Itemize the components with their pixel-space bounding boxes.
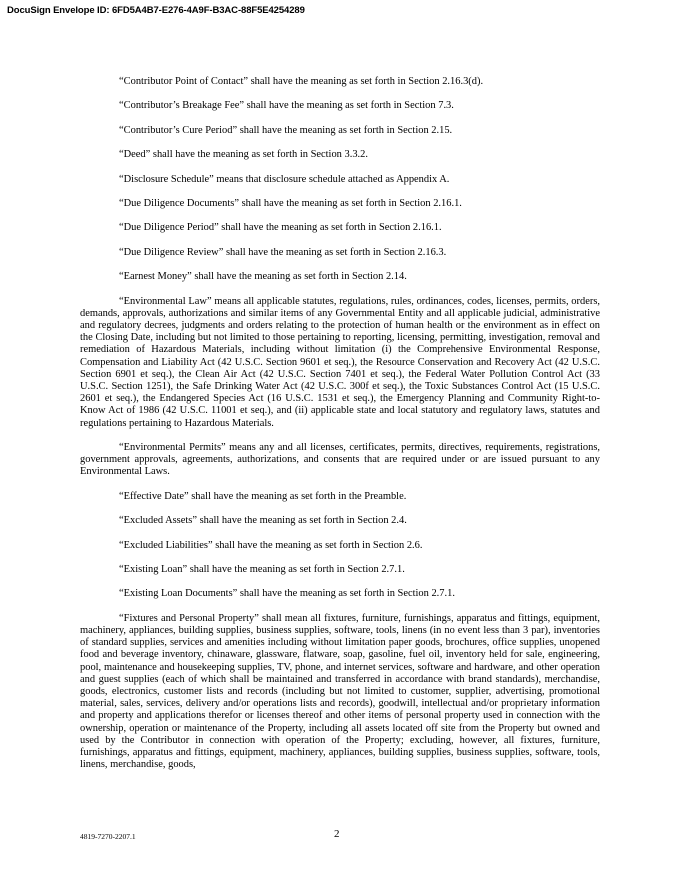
definition-due-diligence-period: “Due Diligence Period” shall have the meaning as set forth in Section 2.16.1. xyxy=(119,222,442,234)
document-body xyxy=(80,76,600,771)
definition-earnest-money: “Earnest Money” shall have the meaning as set forth in Section 2.14. xyxy=(119,271,407,283)
definition-effective-date: “Effective Date” shall have the meaning as set forth in the Preamble. xyxy=(119,490,407,502)
definition-contributors-cure-period: “Contributor’s Cure Period” shall have the meaning as set forth in Section 2.15. xyxy=(119,124,453,136)
definition-excluded-liabilities: “Excluded Liabilities” shall have the meaning as set forth in Section 2.6. xyxy=(119,539,423,551)
definition-environmental-law: “Environmental Law” means all applicable statutes, regulations, rules, ordinances, codes, licenses, permits, orders, demands, approvals, authorizations and similar items of any Governmental Entity and all applicable judicial, administrative and regulatory decrees, judgments and orders relating to the protection of human health or the environment as in effect on the Closing Date, including but not limited to those pertaining to reporting, licensing, permitting, investigation, removal and remediation of Hazardous Materials, including without limitation (i) the Comprehensive Environmental Response, Compensation and Liability Act (42 U.S.C. Section 9601 et seq.), the Resource Conservation and Recovery Act (42 U.S.C. Section 6901 et seq.), the Clean Air Act (42 U.S.C. Section 7401 et seq.), the Federal Water Pollution Control Act (33 U.S.C. Section 1251), the Safe Drinking Water Act (42 U.S.C. 300f et seq.), the Toxic Substances Control Act (15 U.S.C. 2601 et seq.), the Endangered Species Act (16 U.S.C. 1531 et seq.), the Emergency Planning and Community Right-to-Know Act of 1986 (42 U.S.C. 11001 et seq.), and (ii) applicable state and local statutory and regulatory laws, statutes and regulations pertaining to Hazardous Materials. xyxy=(80,295,600,429)
definition-environmental-permits: “Environmental Permits” means any and all licenses, certificates, permits, directives, requirements, registrations, government approvals, agreements, authorizations, and consents that are required under or are issued pursuant to any Environmental Laws. xyxy=(80,441,600,478)
definition-existing-loan-documents: “Existing Loan Documents” shall have the meaning as set forth in Section 2.7.1. xyxy=(119,588,455,600)
definition-due-diligence-documents: “Due Diligence Documents” shall have the meaning as set forth in Section 2.16.1. xyxy=(119,197,462,209)
definition-due-diligence-review: “Due Diligence Review” shall have the meaning as set forth in Section 2.16.3. xyxy=(119,246,447,258)
definition-excluded-assets: “Excluded Assets” shall have the meaning as set forth in Section 2.4. xyxy=(119,515,407,527)
docusign-envelope-id: DocuSign Envelope ID: 6FD5A4B7-E276-4A9F-B3AC-88F5E4254289 xyxy=(7,5,305,16)
definition-contributors-breakage-fee: “Contributor’s Breakage Fee” shall have the meaning as set forth in Section 7.3. xyxy=(119,100,454,112)
definition-deed: “Deed” shall have the meaning as set forth in Section 3.3.2. xyxy=(119,149,368,161)
definition-existing-loan: “Existing Loan” shall have the meaning as set forth in Section 2.7.1. xyxy=(119,563,405,575)
definition-contributor-point-of-contact: “Contributor Point of Contact” shall have the meaning as set forth in Section 2.16.3(d). xyxy=(119,76,484,87)
definition-fixtures-and-personal-property: “Fixtures and Personal Property” shall mean all fixtures, furniture, furnishings, apparatus and fittings, equipment, machinery, appliances, building supplies, business supplies, software, tools, linens (in no event less than 3 par), inventories of standard supplies, services and amenities including without limitation paper goods, brochures, office supplies, unopened food and beverage inventory, chinaware, glassware, flatware, soap, gasoline, fuel oil, inventory held for sale, engineering, pool, maintenance and housekeeping supplies, TV, phone, and internet services, software and hardware, and other operation and guest supplies (each of which shall be maintained and transferred in accordance with brand standards), merchandise, goods, electronics, customer lists and records (including but not limited to customer, supplier, advertising, promotional material, sales, services, delivery and/or operations lists and records), goodwill, intellectual and/or proprietary information and property and applications therefor or licenses thereof and other items of personal property used in connection with the ownership, operation or maintenance of the Property, including all assets located off site from the Property but owned and used by the Contributor in connection with operation of the Property; excluding, however, all fixtures, furniture, furnishings, apparatus and fittings, equipment, machinery, appliances, building supplies, business supplies, software, tools, linens, merchandise, goods, xyxy=(80,612,600,771)
page-number: 2 xyxy=(334,828,340,840)
document-number: 4819-7270-2207.1 xyxy=(80,832,136,841)
definition-disclosure-schedule: “Disclosure Schedule” means that disclosure schedule attached as Appendix A. xyxy=(119,173,450,185)
